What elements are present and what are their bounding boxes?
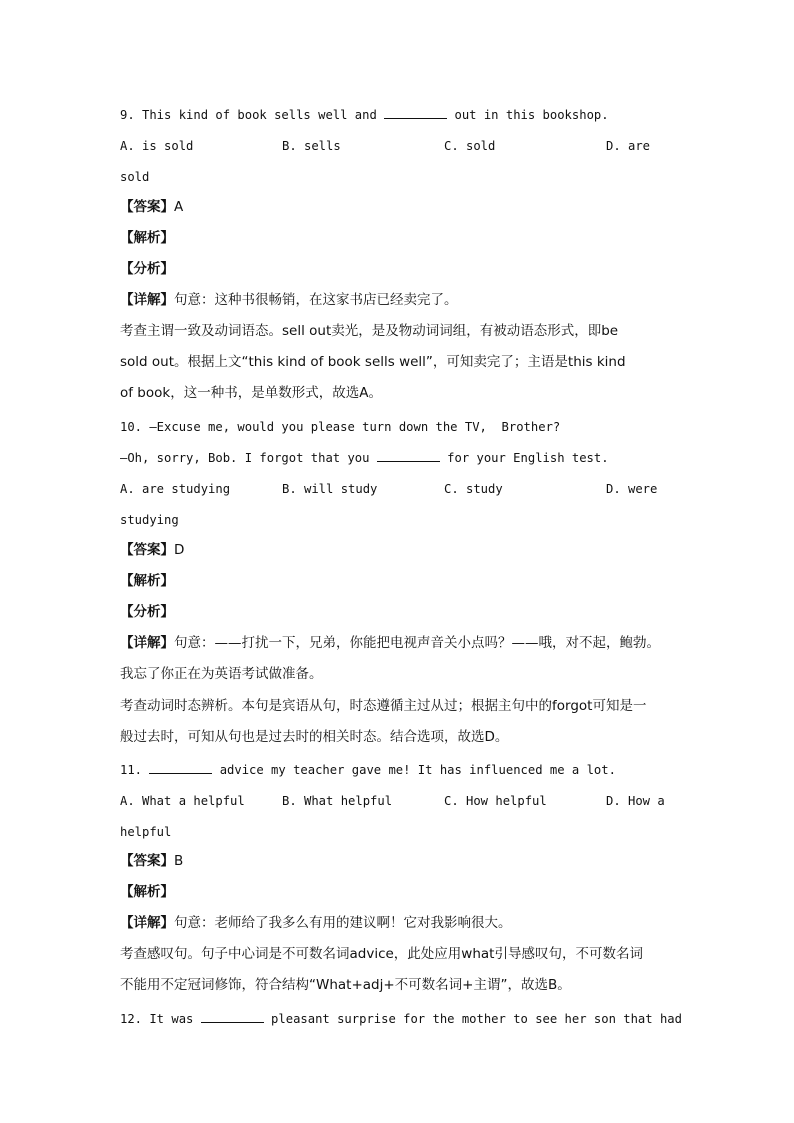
detail-line: 【详解】句意：——打扰一下，兄弟，你能把电视声音关小点吗？——哦，对不起，鲍勃。 [120,635,660,651]
detail-line: 不能用不定冠词修饰，符合结构“What+adj+不可数名词+主谓”，故选B。 [120,977,571,993]
question-12: 12. It was pleasant surprise for the mother to see her son that had [120,1012,682,1026]
jiexi-heading: 【解析】 [120,884,174,900]
answer-line: 【答案】B [120,853,184,869]
option-b: B. sells [282,139,341,153]
answer-value: B [174,853,184,869]
option-d: D. were [606,482,658,496]
answer-value: A [174,199,184,215]
option-d-wrap: sold [120,170,150,184]
option-d-wrap: studying [120,513,179,527]
option-a: A. are studying [120,482,231,496]
detail-line: 我忘了你正在为英语考试做准备。 [120,666,323,682]
question-9: 9. This kind of book sells well and out in this bookshop. [120,108,609,122]
detail-line: 考查感叹句。句子中心词是不可数名词advice，此处应用what引导感叹句，不可数名词 [120,946,643,962]
option-c: C. How helpful [444,794,547,808]
option-d-wrap: helpful [120,825,172,839]
answer-blank [377,450,440,462]
detail-line: 【详解】句意：这种书很畅销，在这家书店已经卖完了。 [120,292,458,308]
answer-blank [149,762,212,774]
answer-value: D [174,542,185,558]
detail-line: 考查动词时态辨析。本句是宾语从句，时态遵循主过从过；根据主句中的forgot可知是一 [120,698,647,714]
option-c: C. study [444,482,503,496]
option-b: B. What helpful [282,794,393,808]
detail-line: of book，这一种书，是单数形式，故选A。 [120,385,382,401]
answer-line: 【答案】A [120,199,184,215]
detail-line: sold out。根据上文“this kind of book sells well”，可知卖完了；主语是this kind [120,354,626,370]
detail-line: 【详解】句意：老师给了我多么有用的建议啊！它对我影响很大。 [120,915,512,931]
question-10-line2: —Oh, sorry, Bob. I forgot that you for your English test. [120,451,609,465]
fenxi-heading: 【分析】 [120,261,174,277]
option-c: C. sold [444,139,496,153]
option-d: D. are [606,139,651,153]
option-b: B. will study [282,482,378,496]
answer-blank [201,1011,264,1023]
detail-line: 般过去时，可知从句也是过去时的相关时态。结合选项，故选D。 [120,729,509,745]
detail-line: 考查主谓一致及动词语态。sell out卖光，是及物动词词组，有被动语态形式，即be [120,323,619,339]
question-10: 10. —Excuse me, would you please turn down the TV, Brother? [120,420,561,434]
option-a: A. is sold [120,139,194,153]
fenxi-heading: 【分析】 [120,604,174,620]
jiexi-heading: 【解析】 [120,573,174,589]
jiexi-heading: 【解析】 [120,230,174,246]
answer-blank [384,107,447,119]
option-a: A. What a helpful [120,794,245,808]
question-11: 11. advice my teacher gave me! It has influenced me a lot. [120,763,616,777]
option-d: D. How a [606,794,665,808]
answer-line: 【答案】D [120,542,185,558]
